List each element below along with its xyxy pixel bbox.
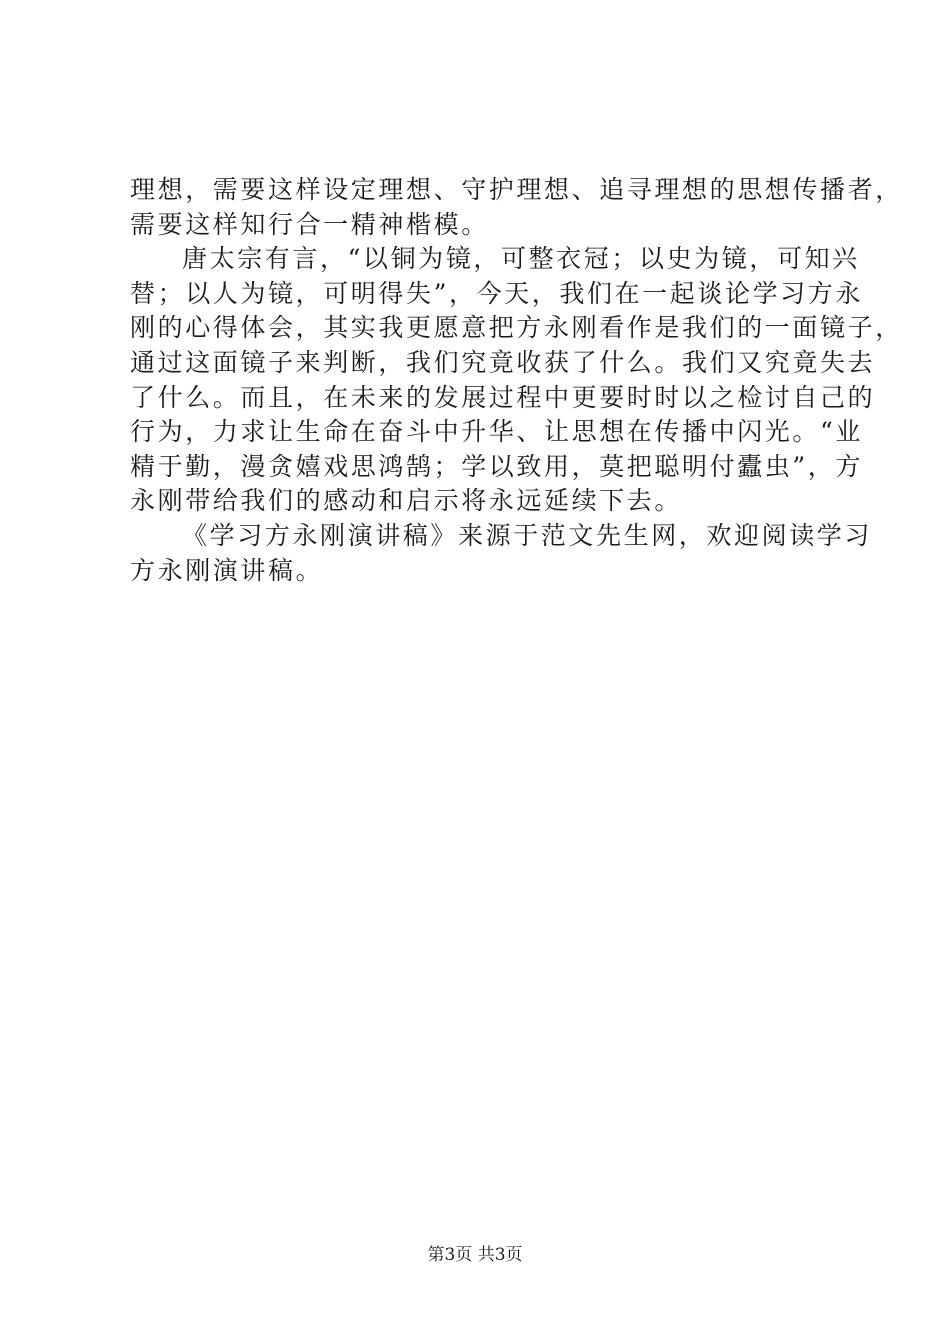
page-number-footer: 第3页 共3页 [427,1245,523,1265]
text-line: 精于勤，漫贪嬉戏思鸿鹄；学以致用，莫把聪明付蠹虫”，方 [130,451,863,481]
text-line: 刚的心得体会，其实我更愿意把方永刚看作是我们的一面镜子， [130,313,903,343]
text-line: 理想，需要这样设定理想、守护理想、追寻理想的思想传播者， [130,175,903,204]
text-line: 方永刚演讲稿。 [130,555,324,585]
text-line: 需要这样知行合一精神楷模。 [130,209,489,239]
document-body [130,173,903,588]
text-line: 通过这面镜子来判断，我们究竟收获了什么。我们又究竟失去 [130,347,876,377]
text-line: 替；以人为镜，可明得失”，今天，我们在一起谈论学习方永 [130,278,863,308]
text-line: 行为，力求让生命在奋斗中升华、让思想在传播中闪光。“业 [130,417,863,447]
text-line: 了什么。而且，在未来的发展过程中更要时时以之检讨自己的 [130,382,876,412]
paragraph-start-line: 《学习方永刚演讲稿》来源于范文先生网，欢迎阅读学习 [182,520,873,550]
text-line: 永刚带给我们的感动和启示将永远延续下去。 [130,486,683,516]
paragraph-start-line: 唐太宗有言，“以铜为镜，可整衣冠；以史为镜，可知兴 [182,244,860,274]
